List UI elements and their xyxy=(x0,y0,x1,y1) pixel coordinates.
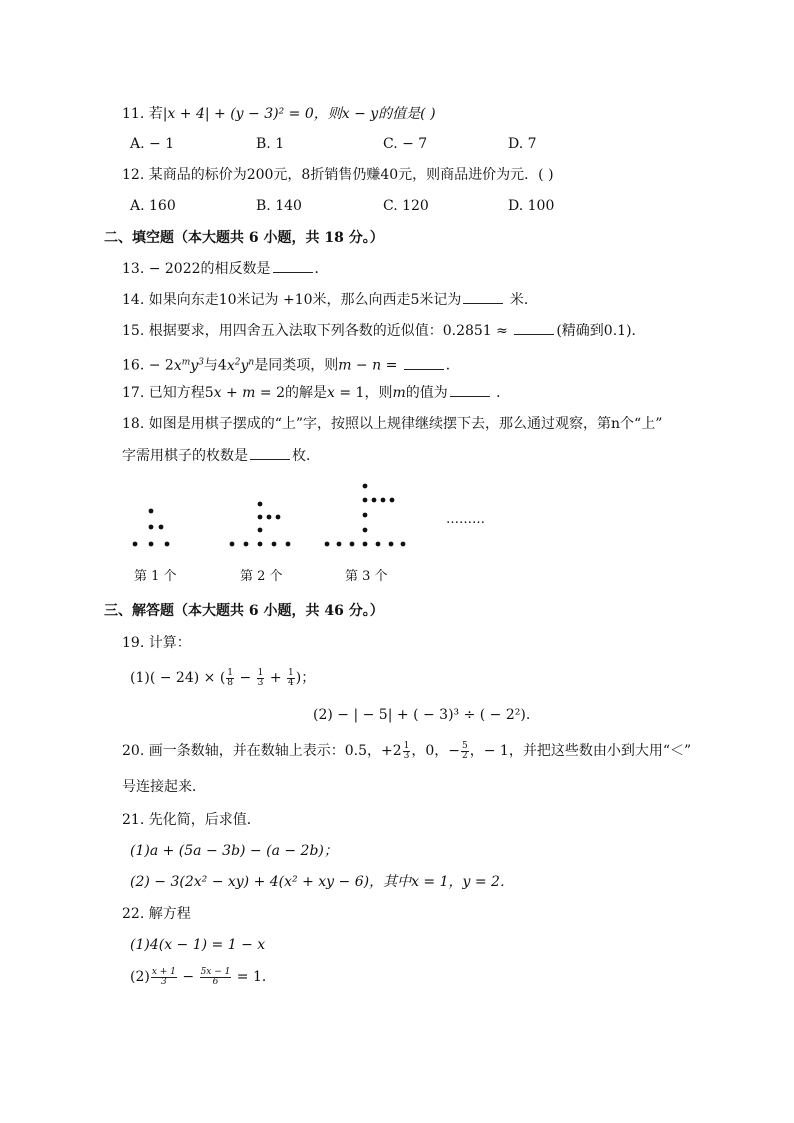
q12-option-a: A. 160 xyxy=(130,198,176,214)
q16-text-b: 与4 xyxy=(203,357,227,374)
q14-text: 14. 如果向东走10米记为 +10米，那么向西走5米记为 xyxy=(122,292,462,308)
q20-text-c: ，− 1，并把这些数由小到大用“＜” xyxy=(469,743,692,759)
var-m: m xyxy=(392,385,406,401)
q15-text: 15. 根据要求，用四舍五入法取下列各数的近似值：0.2851 ≈ xyxy=(122,323,513,339)
question-19-title: 19. 计算： xyxy=(122,635,191,651)
question-18-line1: 18. 如图是用棋子摆成的“上”字，按照以上规律继续摆下去，那么通过观察，第n个“上” xyxy=(122,416,663,432)
var-x: x xyxy=(327,385,335,401)
q17-text-a: 17. 已知方程5 xyxy=(122,385,214,401)
figure-ellipsis: ……… xyxy=(446,512,485,527)
figure-3 xyxy=(325,484,406,547)
q16-term1: $x^my^3$ xyxy=(173,357,204,374)
question-21-title: 21. 先化简，后求值． xyxy=(122,812,261,828)
answer-blank xyxy=(404,357,444,370)
q20-text-b: ，0，− xyxy=(411,743,460,759)
q16-term2: $x^2y^n$ xyxy=(226,357,255,374)
question-20 xyxy=(122,741,691,761)
q14-end: 米． xyxy=(505,292,538,308)
fraction: $\frac{1}{8}$ xyxy=(227,667,234,688)
minus-sign: − xyxy=(235,670,256,686)
var-m: m xyxy=(242,385,256,401)
section-fill-in-title: 二、填空题（本大题共 6 小题，共 18 分。） xyxy=(104,230,384,246)
q11-prefix: 11. 若 xyxy=(122,106,163,122)
q16-text-c: 是同类项，则 xyxy=(254,357,339,374)
minus-sign: − xyxy=(177,969,199,985)
q19-p1-end: )； xyxy=(295,670,316,686)
q17-text-c: = 2的解是 xyxy=(255,385,327,401)
q13-end: ． xyxy=(314,261,329,277)
question-12: 12. 某商品的标价为200元，8折销售仍赚40元，则商品进价为元．( ) xyxy=(122,167,554,183)
chess-dot-figure xyxy=(120,475,540,590)
q13-text: 13. − 2022的相反数是 xyxy=(122,261,271,277)
q17-text-e: 的值为 xyxy=(405,385,448,401)
q19-part2: (2) − | − 5| + ( − 3)³ ÷ ( − 2²). xyxy=(313,707,531,723)
q19-part1 xyxy=(130,668,315,688)
question-16 xyxy=(122,352,460,376)
answer-blank xyxy=(514,322,554,335)
q17-text-d: = 1，则 xyxy=(334,385,393,401)
q17-text-b: + xyxy=(221,385,243,401)
question-17 xyxy=(122,383,510,403)
fraction: $\frac{5x - 1}{6}$ xyxy=(200,966,231,987)
q12-option-c: C. 120 xyxy=(383,198,429,214)
q18-text: 字需用棋子的枚数是 xyxy=(122,448,248,464)
question-11 xyxy=(122,104,436,124)
q12-option-d: D. 100 xyxy=(508,198,555,214)
q16-expr: m − n = xyxy=(338,357,402,374)
q21-part2: (2) − 3(2x² − xy) + 4(x² + xy − 6)，其中x = 1，y = 2． xyxy=(130,874,514,890)
q11-expression: |x + 4| + (y − 3)² = 0，则x − y的值是( ) xyxy=(162,106,436,122)
question-22-title: 22. 解方程 xyxy=(122,906,191,922)
answer-blank xyxy=(463,291,503,304)
q15-end: (精确到0.1)． xyxy=(556,323,646,339)
q17-end: ． xyxy=(491,385,511,401)
var-x: x xyxy=(213,385,222,401)
q22-part2 xyxy=(130,967,276,987)
q16-text-a: 16. − 2 xyxy=(122,357,174,374)
figure-1-label: 第 1 个 xyxy=(134,569,177,584)
q11-option-d: D. 7 xyxy=(508,136,537,152)
fraction: $\frac{x + 1}{3}$ xyxy=(151,966,176,987)
answer-blank xyxy=(250,447,290,460)
section-answer-title: 三、解答题（本大题共 6 小题，共 46 分。） xyxy=(104,603,384,619)
answer-blank xyxy=(450,384,490,397)
fraction: $\frac{5}{2}$ xyxy=(462,740,468,761)
q19-p1-start: (1)( − 24) × ( xyxy=(130,670,226,686)
fraction: $\frac{1}{3}$ xyxy=(257,667,264,688)
question-13 xyxy=(122,259,329,279)
question-18-line2 xyxy=(122,446,320,466)
q11-option-c: C. − 7 xyxy=(383,136,428,152)
q21-part1: (1)a + (5a − 3b) − (a − 2b)； xyxy=(130,843,338,859)
plus-sign: + xyxy=(265,670,287,686)
q16-end: ． xyxy=(445,357,460,374)
q18-end: 枚． xyxy=(292,448,320,464)
q22-p2-start: (2) xyxy=(130,969,150,985)
figure-2-label: 第 2 个 xyxy=(240,569,283,584)
question-14 xyxy=(122,290,538,310)
fraction: $\frac{1}{4}$ xyxy=(288,667,294,688)
mixed-fraction: $\frac{1}{3}$ xyxy=(403,740,410,761)
q22-p2-end: = 1． xyxy=(232,969,276,985)
question-20-line2: 号连接起来． xyxy=(122,779,206,795)
figure-2 xyxy=(230,502,291,547)
question-15 xyxy=(122,321,646,341)
figure-3-label: 第 3 个 xyxy=(345,569,388,584)
answer-blank xyxy=(273,260,313,273)
figure-1 xyxy=(133,509,170,547)
q20-text-a: 20. 画一条数轴，并在数轴上表示：0.5，+2 xyxy=(122,743,402,759)
q11-option-a: A. − 1 xyxy=(130,136,175,152)
q11-option-b: B. 1 xyxy=(256,136,285,152)
q12-option-b: B. 140 xyxy=(256,198,302,214)
q22-part1: (1)4(x − 1) = 1 − x xyxy=(130,937,266,953)
